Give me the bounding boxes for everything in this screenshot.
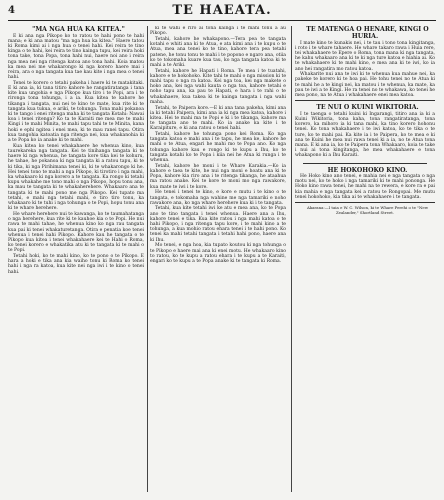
page-number: 4: [8, 5, 15, 16]
article-paragraph: Whakarite nui ana te iwi ki te whenua kua mahue nei, ka pakeke te korero ki te hoa pai. He tohu tenei no te Atua ki te mahi he a te kingi nei, ka matou i te whenua, ka mate, ka pau te iwi a te Kingi. He ra tenei no te whakawa, ko tenei he mea pono, na te Atua i whakahaere enei mea katoa.: [295, 72, 435, 99]
article-heading: "MA NGA HUA KA KITEA.": [32, 26, 125, 33]
column-2: [150, 26, 286, 494]
article-paragraph: Tenei te korero o tetahi pakeha i haere ki te matakitaki. E ki ana ia, ki tana titiro kahore he rangatiratanga i tana kite kua ungohia e nga Pikopo kua tiro i te Popi, ara i te rironga tona tohunga, i a ia. Kua kitea te kahore he tikanga i tangata, nui nei te kino te mate, kua rite ki te tangata kua tukua, e ariki, te tohunga. Tona mahi pokanoa ki te tango i enei ritenga maha ki te tangata Kotahi: Nawai koa i tenei ritenga? Ko ta te Karaiti me mea me te mahi Kingi i te mahi Minita, te mahi tapu tahi te te Minita, kana hoki e ephi ngitea i enei mea, ki te mau ranei tapu. Otira kua tangohia katoatia nga ritenga nei, kua whakanohia ki a te Popa ko ia anake ki te mahi.: [8, 80, 144, 144]
article-paragraph: He tenei i tenei te kino, e kore e mutu i te kino o te tangata, e tokomaha nga wahine me nga tamariki e noho rawakore ana, ko nga whare herehere kua ki i te tangata.: [150, 190, 286, 206]
article-paragraph: Tetahi, kahore he tohunga pono kei Roma. Ko nga tangata katoa e mahi ana i te tapu, he mea ke, kahore he mahi o te Atua, engari he mahi mo te Popa ano. Ko nga tohunga kahore kau e rongo ki te kupu a Ihu, ko te tangata kotahi ko te Popa i kiia nei he Atua ki runga i te whenua.: [150, 132, 286, 164]
article-paragraph: He whare herehere nui te kawanga, ko te taumahatanga o nga herehere, kua rite ki te kauhoe kia o te Popi. He nui rawa te mahi tahae, he whenua kino ko nga rau tangata kua pai ki tenei whakaturetanga. Otira e penatia koe tenei whenua i tenei hahi Pikopo. Kahore kau he tangata o te Pikopo kua kitea i tenei whakahaere kei te Hahi o Roma, ko tenei korero e whakatika atu ki te tangata ki te mahi o te Popi.: [8, 211, 144, 254]
newspaper-title: TE HAEATA.: [172, 3, 272, 18]
article-paragraph: I mate kino te kunakis nei, i te tau i tono tona kingitanga, i roto i te whare tahaere. He whare takaro rawa i Huia rere, tei whakahaere te Epere o Roma, tona mana ki nga tangata, he kahu whakaaro ana ki te ki nga ture katoa e hiahia ai. Ko te whakahaere ki te mahi kino, e mea ana ki te iwi, ko ia ano hei rangatira mo ratou katoa.: [295, 40, 435, 72]
column-divider: [147, 26, 148, 492]
section-rule: [303, 163, 427, 164]
column-3: [295, 26, 435, 494]
article-paragraph: Tetahi hoki, ko te mahi kino, ko te pono o te Pikopo. E hara a hoki e tika ana kia waiho tonu ki Roma ko tenei hahi i nga ra katoa, kua kite nei nga iwi i te kino o tenei hahi.: [8, 254, 144, 275]
article-paragraph: He Hoko kino ano tenei, e mahia nei e nga tangata o nga motu nei, ko te hoko i nga tamariki ki te mahi pononga. He Hoko kino rawa tenei, he mahi na te rewera, e kore ra e pai kia mahia e nga tangata kei a ratou te Rongopai. Me mutu tenei hokohoko, kia tika ai te whakahaere i te tangata.: [295, 174, 435, 200]
column-1: [8, 26, 144, 494]
column-divider: [291, 26, 292, 492]
article-paragraph: Tetahi, kahore he moni i te Whare Karakia.—Ko ia kahore e taea te kite, he nui nga moni e hoatu ana ki te Popa, kahore kia riro ana i te ritenga tikanga, he ataahua ma ratou anake. Kei te kore te moni mo nga rawakore, kua mate te iwi i te kore.: [150, 163, 286, 190]
masthead: [0, 0, 444, 24]
section-rule: [295, 202, 435, 203]
printer-imprint: Akarana:—I taia e W. C. Wilson, ki te Whare Perehi o te "New Zealander," Shortland Street.: [306, 205, 429, 215]
top-rule: [8, 20, 436, 21]
article-paragraph: Kua kitea ko tenei whakahaere he whenua kino, kua taurekareka nga tangata. Kei te tinihanga tangata ki te haere ki nga whenua, he tangata kore tika kei te kohuru, he tahae, he pokanoa ki nga tangata ki a ratou tapu, ki te ki tika, ki nga Pirihimana tenei ki, ki te whakarongo ki he. Hei tenei tono te mahi a nga Pikopo, ki tirotiro i nga mahi, ka whakaaro ki nga korero a te tangata. Ka rongo ki tetahi kupu whakahe me tono mahi o nga Pikopo, hopu tonu ana, ka mau te tangata ki te whakaherehere. Whakaaro ana te tangata ki te mahi pono me nga Pikopo. Kei tupato ma tetahi, e mahi nga tetahi mahi, e tiro tiro tonu, ka whakaaro ki te tuhi i nga tohunga o te Popi, hopu tonu ana ki te whare herehere.: [8, 143, 144, 212]
article-paragraph: Tetahi, kahore he Hapati i Roma. Te mea i te tuatahi, kahore e te hokohoko. Kite tahi te mahi o nga mission ki te mahi tapu o nga ra katoa. Kei nga toa, kei nga makete o hoko ana, kei nga wahi kauta o nga toa, kahore tetahi e noho tapu ana, ka pau te Hapati, e hara i te rahi o te whakahaere, kua takea ki te kainga tangata i nga wahi maha.: [150, 68, 286, 105]
article-paragraph: Tetahi, kua kite tetahi iwi ke atu e mea ana, ko te Popa ano te tino tangata i tenei whenua. Haere ana a Ihu, kahore tenei e tika. Kua kite ratou i nga mahi katoa o te hahi Pikopo, i nga ritenga tapu kore, i te mahi kino a te tohunga, a kua mohio ratou ehara tenei i te hahi pono. Ko tenei ka mahi tetahi tangata i tetahi hahi pono, haere ana ki Ihu.: [150, 206, 286, 243]
article-paragraph: Tetahi, te Paipera kore.—E ki ana tana pakeha, kimi ana ia ki tetahi Paipera, kimi ana ia ki nga mea katoa, kahore i kitea. Hei te mahi ma te Popi e ki i te tikanga, kahore ma te tangata ano te mahi. Ko ia anake ka kite i te Karaipiture, e ki ana ratou o tenei hahi.: [150, 105, 286, 132]
article-paragraph: I te taenga o tetahi kuini ki Ingarangi, titiro ana ia ki a Kuini Wikitoria, tona kaha, tona rangatiratanga, tona korero, ka mihoro ia ki tana mahi, ka tino korero hohonu tenei. Ko tona whakahaere i te iwi katoa, ko te tika o te ture, ko te mahi pai. Ka kite ia i te Paipera, ko te mea e ki ana te Kuini he mea nui rawa tenei ki a ia, no te Atua tona mana. E ki ana ia, ko te Paipera tona Whakaaro, koia te take i nui ai tona kingitanga, he mea whakahaere e tona whakapono ki a Ihu Karaiti.: [295, 111, 435, 159]
article-paragraph: ki te wahi e riro ai tona kainga i te mahi tonu a au Pikopo.: [150, 26, 286, 37]
article-paragraph: E ki ana nga Pikopo ko to ratou te hahi pono te hahi mana; e ki ana matou "ma nga hua ka kitea." Haere tatou ki Roma kimi ai i nga hua o tenei hahi. Kei reira te tino kinga o te hahi, kei reira te tino kainga tupu, kei reira hoki tona take, tona Popa, tona hahi nui, haere noi ano i reira nga mea nei nga ritenga katoa ano tona hahi. Koia matou ka mea nei me whakarongo ki nga korero haere mai i reira, ara o nga tangata kua tae kau kite i nga mea o tenei hahi.: [8, 33, 144, 81]
section-rule: [295, 100, 435, 101]
article-paragraph: Mo tenei, e nga hoa, kia tupato koutou ki nga tohunga o te Pikopo e haere mai ana ki enei motu. He whakaaro kino to ratou, ko te kupu a ratou ehara i te kupu a te Karaiti, engari ko te kupu a te Popa anake ki te tangata ki Roma.: [150, 243, 286, 264]
article-paragraph: Tetahi, kahore he whakapono.—Tera pea te tangata kotahi e whiti ana ki te Atua, e ata kimi ana i te kupu o te Atua, mea ana tenei ko te tino, kahore tera pea tetahi patene, he tonu tonu te mahi i te popono e ngaro ana, otiia ko te tokomaha kuare kua tau, ko nga tangata katoa ki te mahi a te Ariki.: [150, 36, 286, 68]
article-heading: TE NUI O KUINI WIKITORIA.: [316, 104, 419, 112]
article-heading: HE HOKOHOKO KINO.: [327, 166, 408, 174]
article-heading: TE MATENGA O HENARE, KINGI O HURIA.: [306, 26, 429, 40]
